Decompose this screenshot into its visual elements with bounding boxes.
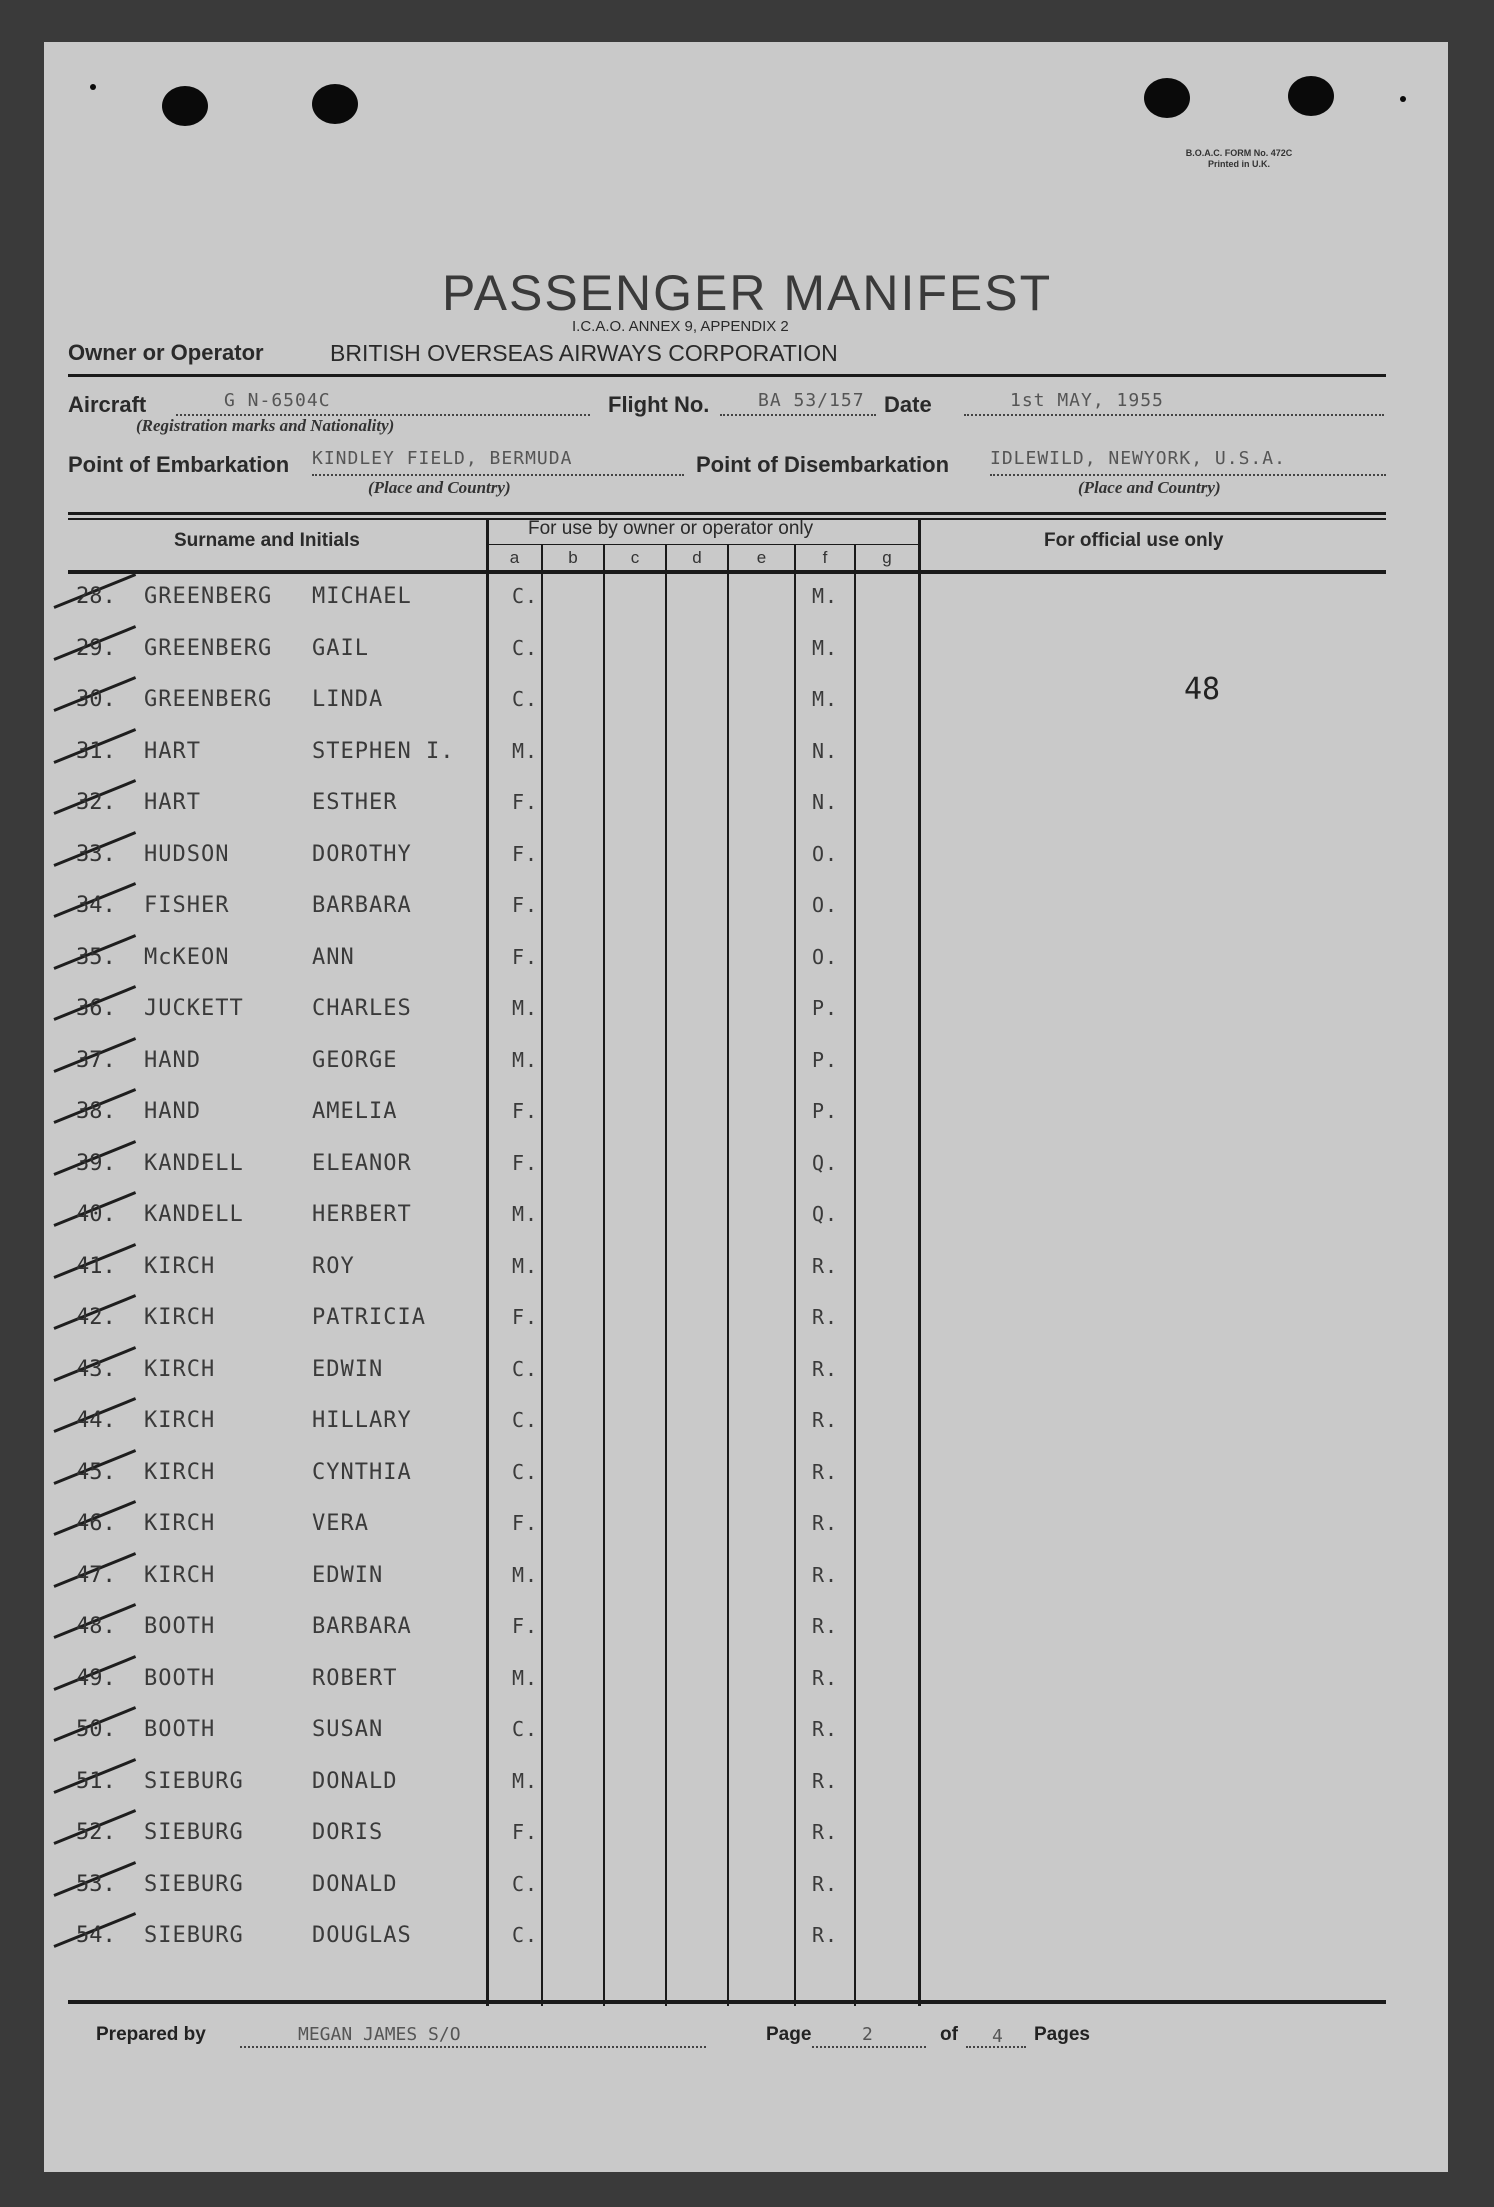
passenger-group-f: R. [812,1768,839,1793]
pages-label: Pages [1034,2024,1090,2045]
column-letter-a: a [509,548,520,567]
embarkation-label: Point of Embarkation [68,452,290,477]
passenger-row [44,1664,1448,1704]
passenger-class-a: C. [512,584,539,608]
passenger-group-f: P. [812,996,839,1020]
passenger-class-a: M. [512,738,539,763]
passenger-group-f: R. [812,1408,839,1432]
passenger-group-f: R. [812,1511,839,1535]
passenger-row [44,1406,1448,1446]
passenger-class-a: M. [512,1047,539,1072]
owner-use-header: For use by owner or operator only [528,518,814,539]
passenger-class-a: C. [512,1871,539,1896]
passenger-group-f: R. [812,1923,839,1947]
passenger-surname: KANDELL [144,1150,244,1176]
speck [90,84,96,90]
passenger-given-name: AMELIA [312,1099,398,1124]
passenger-class-a: F. [512,893,539,917]
passenger-number: 54. [76,1923,116,1948]
passenger-class-a: F. [512,1099,539,1123]
punch-hole [1144,78,1190,118]
page-value: 2 [862,2024,873,2045]
passenger-number: 50. [76,1717,116,1742]
passenger-number: 38. [76,1099,116,1124]
passenger-class-a: F. [512,790,539,814]
column-letter-d: d [692,548,702,567]
passenger-row [44,634,1448,674]
passenger-class-a: F. [512,1511,539,1535]
passenger-surname: SIEBURG [144,1923,244,1948]
passenger-number: 39. [76,1150,116,1176]
passenger-group-f: M. [812,635,839,660]
passenger-surname: KIRCH [144,1408,216,1433]
passenger-surname: KIRCH [144,1459,216,1485]
passenger-surname: HART [144,790,201,815]
passenger-class-a: F. [512,944,539,969]
passenger-group-f: R. [812,1665,839,1690]
passenger-surname: HUDSON [144,841,230,867]
passenger-number: 48. [76,1614,116,1639]
passenger-given-name: STEPHEN I. [312,738,455,764]
passenger-given-name: GAIL [312,635,369,661]
passenger-group-f: O. [812,893,839,917]
passenger-number: 28. [76,584,116,609]
punch-hole [162,86,208,126]
column-letter-c: c [630,548,640,567]
passenger-given-name: BARBARA [312,893,412,918]
column-letter-b: b [568,548,578,567]
passenger-given-name: DOROTHY [312,841,412,867]
disembarkation-label: Point of Disembarkation [696,452,950,477]
punch-hole [312,84,358,124]
passenger-number: 43. [76,1356,116,1382]
passenger-given-name: CYNTHIA [312,1459,412,1485]
passenger-group-f: R. [812,1820,839,1844]
passenger-class-a: F. [512,1305,539,1329]
owner-label: Owner or Operator [68,340,264,365]
passenger-number: 51. [76,1768,116,1794]
passenger-given-name: ANN [312,944,355,970]
passenger-number: 44. [76,1408,116,1433]
passenger-given-name: DOUGLAS [312,1923,412,1948]
passenger-surname: SIEBURG [144,1768,244,1794]
passenger-surname: HART [144,738,201,764]
passenger-row [44,1509,1448,1549]
passenger-surname: KIRCH [144,1562,216,1588]
passenger-class-a: C. [512,1408,539,1432]
passenger-row [44,1767,1448,1807]
prepared-by-value: MEGAN JAMES S/O [298,2024,461,2045]
passenger-surname: GREENBERG [144,687,273,712]
passenger-number: 45. [76,1459,116,1485]
passenger-number: 52. [76,1820,116,1845]
passenger-given-name: EDWIN [312,1562,384,1588]
passenger-group-f: N. [812,738,839,763]
passenger-number: 36. [76,996,116,1021]
passenger-class-a: F. [512,1614,539,1638]
passenger-given-name: EDWIN [312,1356,384,1382]
flight-value: BA 53/157 [758,390,865,411]
passenger-group-f: N. [812,790,839,814]
passenger-surname: McKEON [144,944,230,970]
passenger-row [44,1252,1448,1292]
passenger-group-f: O. [812,841,839,866]
disembarkation-value: IDLEWILD, NEWYORK, U.S.A. [990,448,1286,469]
passenger-number: 41. [76,1253,116,1279]
passenger-class-a: C. [512,1356,539,1381]
aircraft-label: Aircraft [68,392,147,417]
embarkation-note: (Place and Country) [368,478,511,497]
passenger-given-name: ROBERT [312,1665,398,1691]
passenger-class-a: F. [512,1150,539,1175]
passenger-group-f: R. [812,1253,839,1278]
passenger-given-name: LINDA [312,687,384,712]
embarkation-value: KINDLEY FIELD, BERMUDA [312,448,573,469]
passenger-row [44,685,1448,725]
column-letter-g: g [882,548,892,567]
passenger-number: 32. [76,790,116,815]
passenger-row [44,737,1448,777]
passenger-surname: KANDELL [144,1202,244,1227]
manifest-sheet [44,42,1448,2172]
passenger-class-a: M. [512,996,539,1020]
passenger-group-f: M. [812,687,839,711]
passenger-row [44,582,1448,622]
passenger-row [44,943,1448,983]
passenger-group-f: O. [812,944,839,969]
passenger-group-f: R. [812,1717,839,1741]
passenger-surname: JUCKETT [144,996,244,1021]
passenger-number: 30. [76,687,116,712]
passenger-number: 35. [76,944,116,970]
passenger-class-a: M. [512,1562,539,1587]
passenger-row [44,1921,1448,1961]
passenger-group-f: R. [812,1871,839,1896]
passenger-number: 46. [76,1511,116,1536]
aircraft-note: (Registration marks and Nationality) [136,416,395,435]
passenger-number: 53. [76,1871,116,1897]
passenger-given-name: ROY [312,1253,355,1279]
passenger-row [44,1561,1448,1601]
passenger-surname: BOOTH [144,1665,216,1691]
form-number: B.O.A.C. FORM No. 472C [1185,148,1293,158]
passenger-surname: KIRCH [144,1305,216,1330]
aircraft-value: G N-6504C [224,390,331,411]
passenger-group-f: Q. [812,1150,839,1175]
of-value: 4 [992,2026,1003,2047]
speck [1400,96,1406,102]
official-note: 48 [1184,672,1221,707]
surname-header: Surname and Initials [174,530,360,551]
passenger-class-a: C. [512,1923,539,1947]
passenger-given-name: ELEANOR [312,1150,412,1176]
passenger-group-f: R. [812,1356,839,1381]
passenger-group-f: Q. [812,1202,839,1226]
passenger-row [44,994,1448,1034]
passenger-group-f: R. [812,1614,839,1638]
passenger-given-name: PATRICIA [312,1305,426,1330]
passenger-row [44,891,1448,931]
passenger-given-name: GEORGE [312,1047,398,1073]
passenger-given-name: DONALD [312,1871,398,1897]
passenger-surname: KIRCH [144,1356,216,1382]
passenger-class-a: C. [512,1717,539,1741]
passenger-given-name: BARBARA [312,1614,412,1639]
passenger-given-name: SUSAN [312,1717,384,1742]
printed-in: Printed in U.K. [1207,159,1270,169]
passenger-row [44,1612,1448,1652]
passenger-group-f: R. [812,1562,839,1587]
passenger-number: 29. [76,635,116,661]
passenger-row [44,1458,1448,1498]
punch-hole [1288,76,1334,116]
prepared-by-label: Prepared by [96,2024,206,2045]
passenger-group-f: P. [812,1047,839,1072]
passenger-number: 34. [76,893,116,918]
passenger-given-name: MICHAEL [312,584,412,609]
passenger-row [44,1200,1448,1240]
passenger-row [44,840,1448,880]
passenger-row [44,1870,1448,1910]
owner-value: BRITISH OVERSEAS AIRWAYS CORPORATION [330,340,838,366]
passenger-row [44,788,1448,828]
passenger-class-a: M. [512,1253,539,1278]
passenger-given-name: ESTHER [312,790,398,815]
passenger-number: 49. [76,1665,116,1691]
passenger-number: 33. [76,841,116,867]
passenger-row [44,1818,1448,1858]
passenger-surname: SIEBURG [144,1820,244,1845]
passenger-row [44,1715,1448,1755]
passenger-surname: BOOTH [144,1717,216,1742]
passenger-class-a: M. [512,1665,539,1690]
passenger-class-a: M. [512,1768,539,1793]
passenger-number: 37. [76,1047,116,1073]
passenger-class-a: C. [512,635,539,660]
passenger-class-a: C. [512,1459,539,1484]
official-use-header: For official use only [1044,530,1224,551]
passenger-given-name: DONALD [312,1768,398,1794]
passenger-row [44,1149,1448,1189]
passenger-given-name: HILLARY [312,1408,412,1433]
passenger-class-a: C. [512,687,539,711]
passenger-surname: BOOTH [144,1614,216,1639]
page-subtitle: I.C.A.O. ANNEX 9, APPENDIX 2 [572,318,789,335]
passenger-given-name: CHARLES [312,996,412,1021]
passenger-given-name: HERBERT [312,1202,412,1227]
passenger-given-name: VERA [312,1511,369,1536]
passenger-group-f: R. [812,1459,839,1484]
passenger-given-name: DORIS [312,1820,384,1845]
passenger-class-a: M. [512,1202,539,1226]
passenger-row [44,1046,1448,1086]
column-letter-e: e [756,548,767,567]
of-label: of [940,2024,958,2045]
passenger-surname: GREENBERG [144,635,273,661]
passenger-surname: FISHER [144,893,230,918]
date-label: Date [884,392,932,417]
passenger-class-a: F. [512,1820,539,1844]
page-label: Page [766,2024,812,2045]
date-value: 1st MAY, 1955 [1010,390,1164,411]
passenger-row [44,1303,1448,1343]
flight-label: Flight No. [608,392,710,417]
passenger-group-f: R. [812,1305,839,1329]
passenger-number: 31. [76,738,116,764]
passenger-number: 42. [76,1305,116,1330]
passenger-number: 40. [76,1202,116,1227]
passenger-class-a: F. [512,841,539,866]
passenger-row [44,1355,1448,1395]
passenger-group-f: P. [812,1099,839,1123]
passenger-surname: SIEBURG [144,1871,244,1897]
passenger-group-f: M. [812,584,839,608]
page-title: PASSENGER MANIFEST [442,265,1053,321]
column-letter-f: f [822,548,828,567]
disembarkation-note: (Place and Country) [1078,478,1221,497]
passenger-row [44,1097,1448,1137]
passenger-surname: HAND [144,1099,201,1124]
passenger-number: 47. [76,1562,116,1588]
passenger-surname: KIRCH [144,1253,216,1279]
passenger-surname: KIRCH [144,1511,216,1536]
passenger-surname: HAND [144,1047,201,1073]
passenger-surname: GREENBERG [144,584,273,609]
